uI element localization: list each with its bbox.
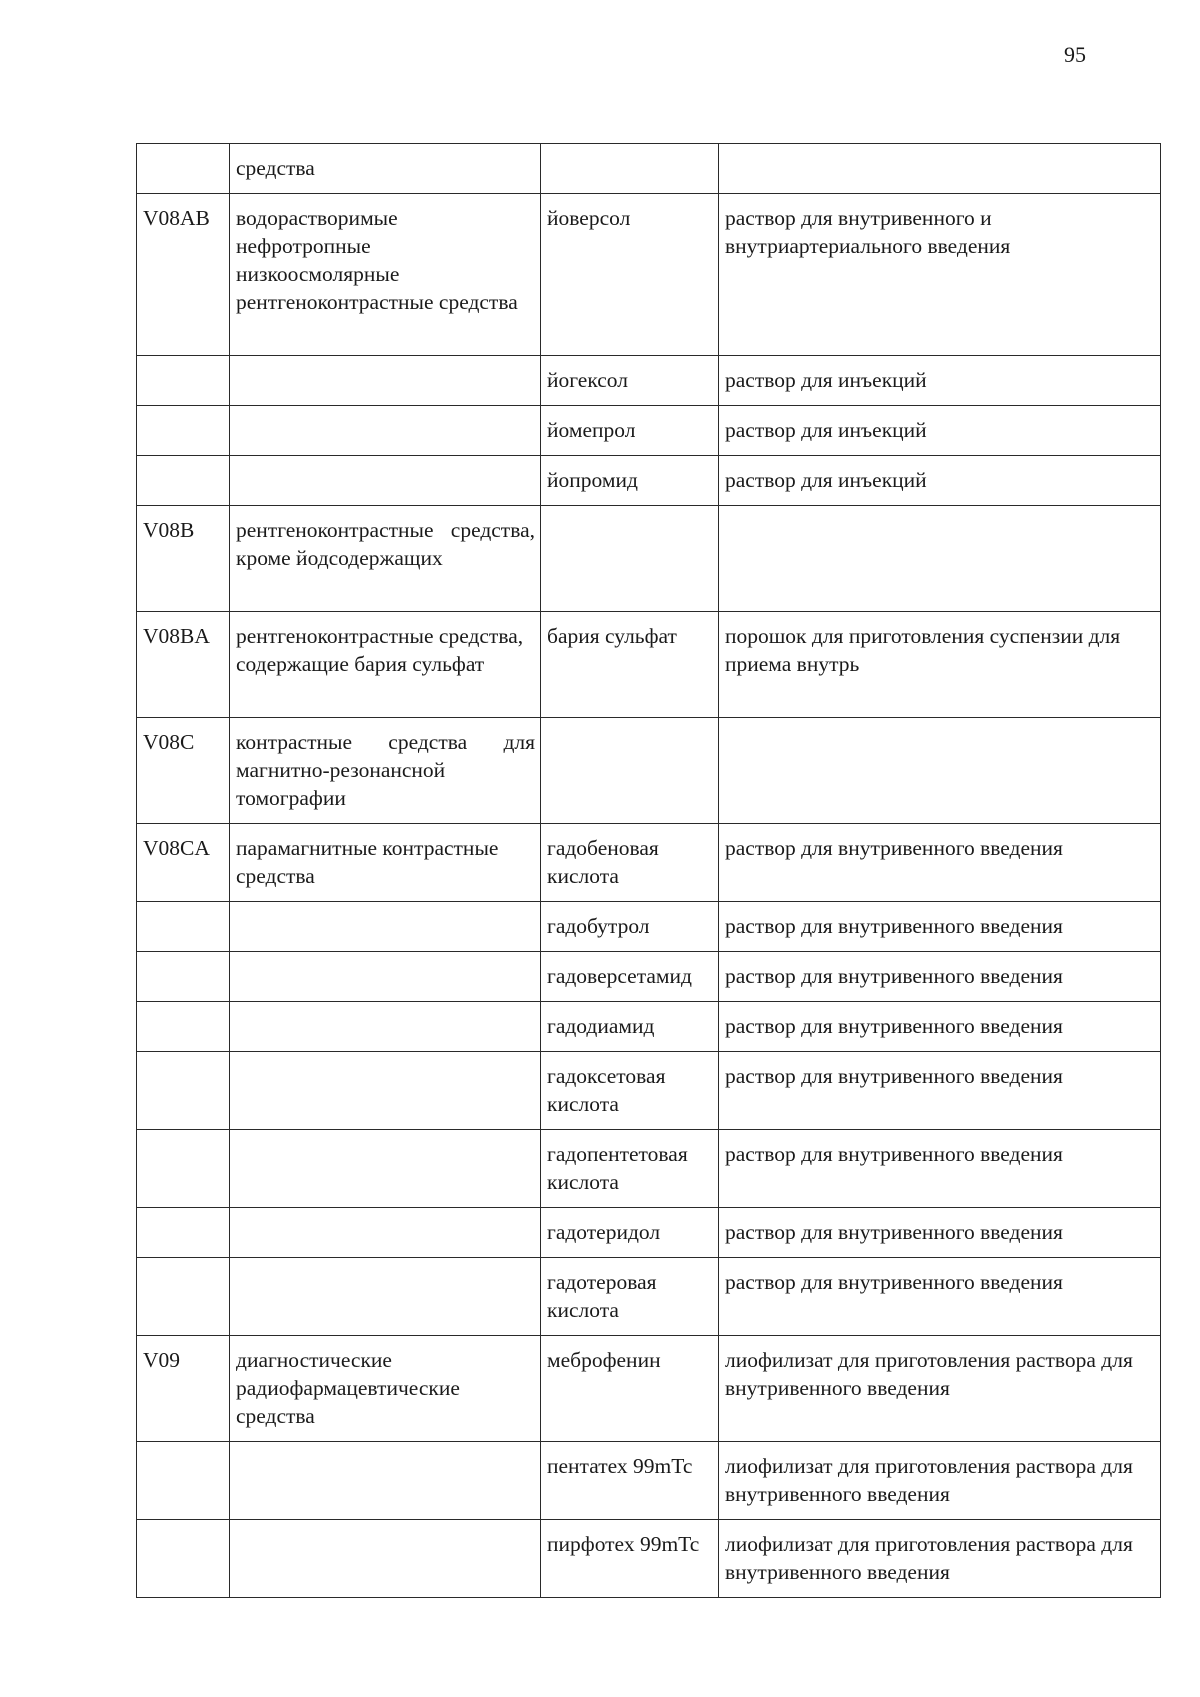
group-name-cell: рентгеноконтрастные средства, кроме йодсодержащих xyxy=(230,506,541,612)
dosage-form-cell: раствор для инъекций xyxy=(719,356,1161,406)
table-row xyxy=(137,506,1161,612)
atc-code-cell: V08B xyxy=(137,506,230,612)
atc-code-cell xyxy=(137,1442,230,1520)
page-number: 95 xyxy=(1064,42,1086,67)
dosage-form-cell: лиофилизат для приготовления раствора для внутривенного введения xyxy=(719,1442,1161,1520)
group-name-cell xyxy=(230,952,541,1002)
dosage-form-cell: раствор для внутривенного введения xyxy=(719,902,1161,952)
group-name-cell xyxy=(230,1258,541,1336)
dosage-form-cell: раствор для внутривенного и внутриартериального введения xyxy=(719,194,1161,356)
table-row xyxy=(137,1002,1161,1052)
table-row xyxy=(137,456,1161,506)
drug-name-cell: гадоксетовая кислота xyxy=(541,1052,719,1130)
atc-code-cell xyxy=(137,1258,230,1336)
table-row xyxy=(137,1442,1161,1520)
atc-code-cell xyxy=(137,1130,230,1208)
table-row xyxy=(137,824,1161,902)
atc-code-cell: V09 xyxy=(137,1336,230,1442)
drug-name-cell: гадотеридол xyxy=(541,1208,719,1258)
atc-code-cell xyxy=(137,952,230,1002)
atc-code-cell: V08BA xyxy=(137,612,230,718)
table-row xyxy=(137,612,1161,718)
dosage-form-cell: порошок для приготовления суспензии для приема внутрь xyxy=(719,612,1161,718)
table-row xyxy=(137,1520,1161,1598)
group-name-cell xyxy=(230,406,541,456)
atc-code-cell xyxy=(137,1520,230,1598)
dosage-form-cell: лиофилизат для приготовления раствора для внутривенного введения xyxy=(719,1520,1161,1598)
atc-code-cell xyxy=(137,456,230,506)
group-name-cell xyxy=(230,1442,541,1520)
dosage-form-cell xyxy=(719,506,1161,612)
atc-code-cell: V08CA xyxy=(137,824,230,902)
drug-name-cell: гадоверсетамид xyxy=(541,952,719,1002)
dosage-form-cell: раствор для внутривенного введения xyxy=(719,824,1161,902)
dosage-form-cell: раствор для внутривенного введения xyxy=(719,952,1161,1002)
drug-name-cell: гадобеновая кислота xyxy=(541,824,719,902)
group-name-cell: водорастворимые нефротропные низкоосмолярные рентгеноконтрастные средства xyxy=(230,194,541,356)
dosage-form-cell: раствор для инъекций xyxy=(719,406,1161,456)
table-row xyxy=(137,1258,1161,1336)
dosage-form-cell xyxy=(719,144,1161,194)
group-name-cell xyxy=(230,1520,541,1598)
atc-code-cell xyxy=(137,1052,230,1130)
table-row xyxy=(137,952,1161,1002)
table-row xyxy=(137,1336,1161,1442)
drug-name-cell: меброфенин xyxy=(541,1336,719,1442)
dosage-form-cell: раствор для внутривенного введения xyxy=(719,1258,1161,1336)
atc-code-cell: V08AB xyxy=(137,194,230,356)
group-name-cell xyxy=(230,1052,541,1130)
group-name-cell: диагностические радиофармацевтические средства xyxy=(230,1336,541,1442)
group-name-cell xyxy=(230,456,541,506)
atc-code-cell xyxy=(137,1002,230,1052)
atc-code-cell xyxy=(137,902,230,952)
drug-name-cell: йопромид xyxy=(541,456,719,506)
table-row xyxy=(137,1130,1161,1208)
table-row xyxy=(137,902,1161,952)
drug-name-cell: йомепрол xyxy=(541,406,719,456)
table-row xyxy=(137,1208,1161,1258)
table-row xyxy=(137,718,1161,824)
atc-code-cell xyxy=(137,406,230,456)
atc-code-cell xyxy=(137,1208,230,1258)
drug-name-cell xyxy=(541,718,719,824)
group-name-cell: контрастные средства для магнитно-резонансной томографии xyxy=(230,718,541,824)
group-name-cell xyxy=(230,1002,541,1052)
dosage-form-cell xyxy=(719,718,1161,824)
drug-classification-table xyxy=(136,143,1161,1598)
table-row xyxy=(137,144,1161,194)
group-name-cell xyxy=(230,1130,541,1208)
drug-name-cell: бария сульфат xyxy=(541,612,719,718)
dosage-form-cell: раствор для инъекций xyxy=(719,456,1161,506)
group-name-cell xyxy=(230,902,541,952)
dosage-form-cell: раствор для внутривенного введения xyxy=(719,1130,1161,1208)
dosage-form-cell: лиофилизат для приготовления раствора для внутривенного введения xyxy=(719,1336,1161,1442)
group-name-cell xyxy=(230,356,541,406)
atc-code-cell xyxy=(137,144,230,194)
drug-name-cell: йогексол xyxy=(541,356,719,406)
table-row xyxy=(137,356,1161,406)
drug-name-cell: гадобутрол xyxy=(541,902,719,952)
table-row xyxy=(137,406,1161,456)
group-name-cell xyxy=(230,1208,541,1258)
group-name-cell: рентгеноконтрастные средства, содержащие бария сульфат xyxy=(230,612,541,718)
group-name-cell: средства xyxy=(230,144,541,194)
drug-name-cell: гадопентетовая кислота xyxy=(541,1130,719,1208)
drug-name-cell: пентатех 99mTc xyxy=(541,1442,719,1520)
atc-code-cell xyxy=(137,356,230,406)
drug-name-cell xyxy=(541,506,719,612)
dosage-form-cell: раствор для внутривенного введения xyxy=(719,1208,1161,1258)
drug-name-cell xyxy=(541,144,719,194)
atc-code-cell: V08C xyxy=(137,718,230,824)
drug-name-cell: пирфотех 99mTc xyxy=(541,1520,719,1598)
drug-name-cell: йоверсол xyxy=(541,194,719,356)
drug-name-cell: гадотеровая кислота xyxy=(541,1258,719,1336)
group-name-cell: парамагнитные контрастные средства xyxy=(230,824,541,902)
dosage-form-cell: раствор для внутривенного введения xyxy=(719,1052,1161,1130)
drug-name-cell: гадодиамид xyxy=(541,1002,719,1052)
table-row xyxy=(137,194,1161,356)
table-row xyxy=(137,1052,1161,1130)
dosage-form-cell: раствор для внутривенного введения xyxy=(719,1002,1161,1052)
